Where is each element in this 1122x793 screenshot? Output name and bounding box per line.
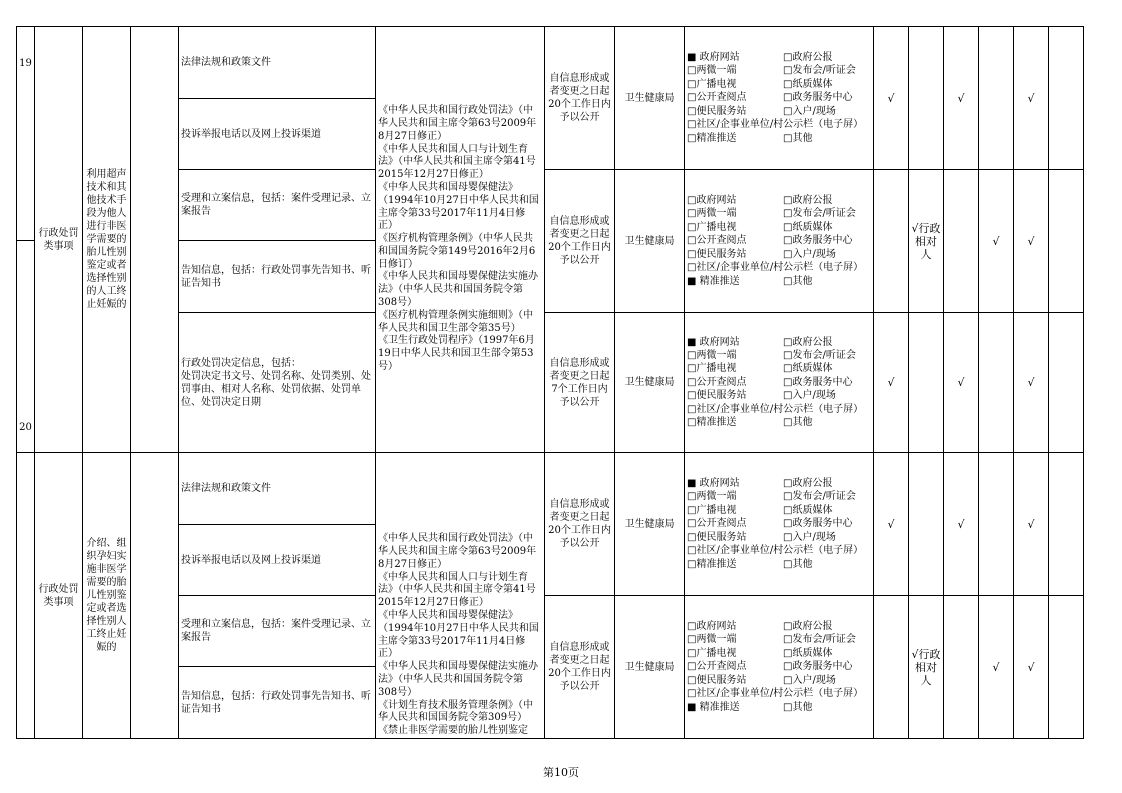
scope-mark-cell: [874, 170, 909, 313]
scope-mark-cell: [909, 27, 944, 170]
channel-option: □政务服务中心: [783, 661, 853, 673]
scope-mark-cell: √行政相对人: [909, 596, 944, 739]
channel-option: □入户/现场: [783, 105, 836, 117]
row-number: 20: [17, 241, 35, 453]
disclosure-item: 投诉举报电话以及网上投诉渠道: [179, 99, 376, 170]
channel-option: □公开查阅点: [687, 92, 747, 104]
channel-option: □政府公报: [783, 621, 833, 633]
channel-option: □发布会/听证会: [783, 491, 856, 503]
table-row: [17, 27, 1084, 99]
scope-mark-cell: [1049, 170, 1084, 313]
scope-mark-cell: √: [1014, 27, 1049, 170]
disclosure-item: 告知信息，包括：行政处罚事先告知书、听证告知书: [179, 667, 376, 739]
channel-option: ■ 精准推送: [687, 701, 740, 713]
channel-option: □政务服务中心: [783, 235, 853, 247]
scope-mark-cell: √: [979, 170, 1014, 313]
channel-option: □便民服务站: [687, 248, 747, 260]
category-cell: 行政处罚类事项: [35, 453, 83, 739]
channel-option: □政务服务中心: [783, 92, 853, 104]
channel-option: □两微一端: [687, 208, 737, 220]
channel-option: □两微一端: [687, 491, 737, 503]
scope-mark-cell: [944, 596, 979, 739]
channel-option: □政府网站: [687, 621, 737, 633]
channels-cell: [685, 453, 874, 596]
disclosure-item: 行政处罚决定信息，包括： 处罚决定书文号、处罚名称、处罚类别、处罚事由、相对人名称、处罚依据、处罚单位、处罚决定日期: [179, 313, 376, 453]
disclosure-table: [16, 26, 1084, 739]
scope-mark-cell: [1049, 596, 1084, 739]
channels-cell: [685, 596, 874, 739]
channel-option: □两微一端: [687, 349, 737, 361]
disclosure-item: 法律法规和政策文件: [179, 27, 376, 99]
channel-option: □纸质媒体: [783, 78, 833, 90]
channel-option: □政务服务中心: [783, 376, 853, 388]
scope-mark-cell: √: [944, 453, 979, 596]
scope-mark-cell: √: [979, 596, 1014, 739]
disclosure-item: 告知信息，包括：行政处罚事先告知书、听证告知书: [179, 241, 376, 313]
scope-mark-cell: [979, 27, 1014, 170]
deadline-cell: 自信息形成或者变更之日起7个工作日内予以公开: [545, 313, 615, 453]
channel-option: □广播电视: [687, 363, 737, 375]
channel-option: □纸质媒体: [783, 647, 833, 659]
row-number: [17, 453, 35, 739]
channel-option: □精准推送: [687, 558, 737, 570]
scope-mark-cell: [1049, 313, 1084, 453]
scope-mark-cell: [909, 453, 944, 596]
scope-mark-cell: √: [1014, 453, 1049, 596]
channel-option: □公开查阅点: [687, 235, 747, 247]
channel-option: □社区/企事业单位/村公示栏（电子屏）: [687, 403, 864, 415]
deadline-cell: 自信息形成或者变更之日起20个工作日内予以公开: [545, 596, 615, 739]
agency-cell: 卫生健康局: [615, 596, 685, 739]
channel-option: □两微一端: [687, 634, 737, 646]
channel-option: □政务服务中心: [783, 518, 853, 530]
channel-option: □广播电视: [687, 78, 737, 90]
channel-list: [687, 336, 871, 430]
channel-option: □纸质媒体: [783, 221, 833, 233]
channel-option: □政府公报: [783, 52, 833, 64]
channel-option: □发布会/听证会: [783, 208, 856, 220]
channel-list: [687, 477, 871, 571]
channel-option: □社区/企事业单位/村公示栏（电子屏）: [687, 688, 864, 700]
agency-cell: 卫生健康局: [615, 313, 685, 453]
channel-option: □公开查阅点: [687, 518, 747, 530]
scope-mark-cell: √: [874, 313, 909, 453]
blank-cell: [131, 27, 179, 453]
channel-option: □两微一端: [687, 65, 737, 77]
category-cell: 行政处罚类事项: [35, 27, 83, 453]
channel-option: □社区/企事业单位/村公示栏（电子屏）: [687, 262, 864, 274]
row-number: 19: [17, 27, 35, 241]
scope-mark-cell: [979, 453, 1014, 596]
channel-option: □广播电视: [687, 504, 737, 516]
channel-list: [687, 194, 871, 288]
scope-mark-cell: √行政相对人: [909, 170, 944, 313]
channel-option: □便民服务站: [687, 390, 747, 402]
channel-option: □广播电视: [687, 647, 737, 659]
channel-option: ■ 政府网站: [687, 336, 740, 348]
scope-mark-cell: [874, 596, 909, 739]
channels-cell: [685, 27, 874, 170]
legal-basis-cell: 《中华人民共和国行政处罚法》（中华人民共和国主席令第63号2009年8月27日修正） 《中华人民共和国人口与计划生育法》（中华人民共和国主席令第41号2015年12月27日修正） 《中华人民共和国母婴保健法》（1994年10月27日中华人民共和国主席令第33号2017年11月4日修正） 《医疗机构管理条例》（中华人民共和国国务院令第149号2016年2月6日修订） 《中华人民共和国母婴保健法实施办法》（中华人民共和国国务院令第308号） 《医疗机构管理条例实施细则》（中华人民共和国卫生部令第35号） 《卫生行政处罚程序》（1997年6月19日中华人民共和国卫生部令第53号）: [376, 27, 545, 453]
scope-mark-cell: √: [1014, 313, 1049, 453]
channel-option: □其他: [783, 558, 813, 570]
channel-option: ■ 政府网站: [687, 478, 740, 490]
scope-mark-cell: [979, 313, 1014, 453]
channel-option: □便民服务站: [687, 105, 747, 117]
channel-option: □其他: [783, 132, 813, 144]
channel-option: □便民服务站: [687, 531, 747, 543]
deadline-cell: 自信息形成或者变更之日起20个工作日内予以公开: [545, 27, 615, 170]
scope-mark-cell: √: [874, 27, 909, 170]
channel-option: □公开查阅点: [687, 661, 747, 673]
channel-option: □发布会/听证会: [783, 349, 856, 361]
channel-option: □其他: [783, 701, 813, 713]
channel-option: □便民服务站: [687, 674, 747, 686]
scope-mark-cell: √: [944, 27, 979, 170]
channel-option: □政府公报: [783, 336, 833, 348]
deadline-cell: 自信息形成或者变更之日起20个工作日内予以公开: [545, 453, 615, 596]
channels-cell: [685, 170, 874, 313]
disclosure-item: 投诉举报电话以及网上投诉渠道: [179, 525, 376, 596]
channel-option: □其他: [783, 417, 813, 429]
channel-option: □入户/现场: [783, 390, 836, 402]
channels-cell: [685, 313, 874, 453]
channel-option: □政府公报: [783, 478, 833, 490]
scope-mark-cell: [944, 170, 979, 313]
scope-mark-cell: [1049, 453, 1084, 596]
channel-option: □精准推送: [687, 417, 737, 429]
channel-option: ■ 政府网站: [687, 52, 740, 64]
scope-mark-cell: [909, 313, 944, 453]
blank-cell: [131, 453, 179, 739]
scope-mark-cell: √: [1014, 596, 1049, 739]
agency-cell: 卫生健康局: [615, 170, 685, 313]
subject-cell: 利用超声技术和其他技术手段为他人进行非医学需要的胎儿性别鉴定或者选择性别的人工终止妊娠的: [83, 27, 131, 453]
channel-option: □纸质媒体: [783, 363, 833, 375]
page-number: 第10页: [543, 766, 579, 779]
scope-mark-cell: √: [874, 453, 909, 596]
disclosure-item: 受理和立案信息，包括：案件受理记录、立案报告: [179, 170, 376, 241]
channel-option: □其他: [783, 275, 813, 287]
channel-option: □入户/现场: [783, 248, 836, 260]
agency-cell: 卫生健康局: [615, 453, 685, 596]
table-row: [17, 453, 1084, 525]
channel-option: □发布会/听证会: [783, 65, 856, 77]
channel-option: □入户/现场: [783, 531, 836, 543]
channel-option: □精准推送: [687, 132, 737, 144]
scope-mark-cell: √: [944, 313, 979, 453]
disclosure-item: 受理和立案信息，包括：案件受理记录、立案报告: [179, 596, 376, 667]
subject-cell: 介绍、组织孕妇实施非医学需要的胎儿性别鉴定或者选择性别人工终止妊娠的: [83, 453, 131, 739]
channel-list: [687, 620, 871, 714]
agency-cell: 卫生健康局: [615, 27, 685, 170]
channel-option: □纸质媒体: [783, 504, 833, 516]
channel-option: □政府公报: [783, 195, 833, 207]
scope-mark-cell: [1049, 27, 1084, 170]
channel-list: [687, 51, 871, 145]
disclosure-item: 法律法规和政策文件: [179, 453, 376, 525]
channel-option: ■ 精准推送: [687, 275, 740, 287]
channel-option: □发布会/听证会: [783, 634, 856, 646]
channel-option: □入户/现场: [783, 674, 836, 686]
channel-option: □广播电视: [687, 221, 737, 233]
deadline-cell: 自信息形成或者变更之日起20个工作日内予以公开: [545, 170, 615, 313]
legal-basis-cell: 《中华人民共和国行政处罚法》（中华人民共和国主席令第63号2009年8月27日修正） 《中华人民共和国人口与计划生育法》（中华人民共和国主席令第41号2015年12月27日修正） 《中华人民共和国母婴保健法》（1994年10月27日中华人民共和国主席令第33号2017年11月4日修正） 《中华人民共和国母婴保健法实施办法》（中华人民共和国国务院令第308号） 《计划生育技术服务管理条例》（中华人民共和国国务院令第309号） 《禁止非医学需要的胎儿性别鉴定: [376, 453, 545, 739]
channel-option: □社区/企事业单位/村公示栏（电子屏）: [687, 545, 864, 557]
channel-option: □政府网站: [687, 195, 737, 207]
scope-mark-cell: √: [1014, 170, 1049, 313]
channel-option: □社区/企事业单位/村公示栏（电子屏）: [687, 119, 864, 131]
channel-option: □公开查阅点: [687, 376, 747, 388]
